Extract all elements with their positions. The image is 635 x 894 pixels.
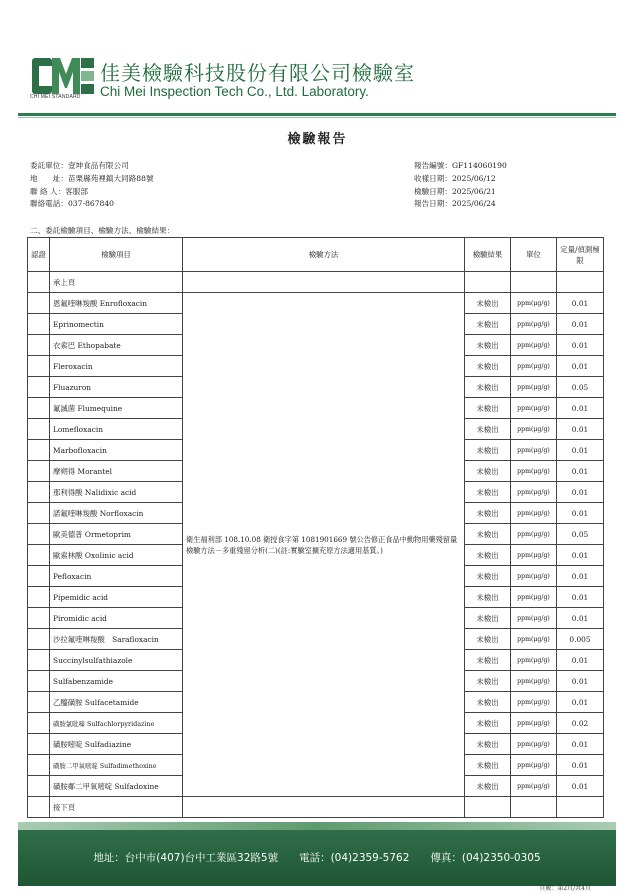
limit-value: 0.01 — [557, 734, 604, 755]
result-value: 未檢出 — [465, 671, 511, 692]
item-name: Succinylsulfathiazole — [50, 650, 183, 671]
limit-value: 0.01 — [557, 755, 604, 776]
item-name: 沙拉氟喹啉羧酸 Sarafloxacin — [50, 629, 183, 650]
unit-value: ppm(μg/g) — [511, 545, 557, 566]
empty-cell — [511, 797, 557, 818]
cert-cell — [28, 314, 50, 335]
limit-value: 0.01 — [557, 503, 604, 524]
report-info — [414, 160, 507, 211]
client-address: 地 址：苗栗縣苑裡鎮大同路88號 — [30, 173, 154, 183]
cert-cell — [28, 755, 50, 776]
limit-value: 0.01 — [557, 440, 604, 461]
header-divider — [18, 113, 616, 116]
cert-cell — [28, 356, 50, 377]
company-name-zh: 佳美檢驗科技股份有限公司檢驗室 — [100, 61, 415, 85]
item-name: Marbofloxacin — [50, 440, 183, 461]
header-divider-thin — [18, 117, 616, 118]
limit-value: 0.01 — [557, 461, 604, 482]
result-value: 未檢出 — [465, 776, 511, 797]
unit-value: ppm(μg/g) — [511, 314, 557, 335]
unit-value: ppm(μg/g) — [511, 713, 557, 734]
cert-cell — [28, 524, 50, 545]
report-date: 報告日期：2025/06/24 — [414, 199, 496, 209]
report-title: 檢驗報告 — [287, 132, 348, 147]
result-value: 未檢出 — [465, 692, 511, 713]
result-value: 未檢出 — [465, 356, 511, 377]
item-name: 乙醯磺胺 Sulfacetamide — [50, 692, 183, 713]
result-value: 未檢出 — [465, 482, 511, 503]
limit-value: 0.01 — [557, 776, 604, 797]
limit-value: 0.01 — [557, 587, 604, 608]
item-name: 磺胺二甲氧嘧啶 Sulfadimethoxine — [50, 755, 183, 776]
item-name: 磺胺鄰二甲氧嘧啶 Sulfadoxine — [50, 776, 183, 797]
cert-cell — [28, 692, 50, 713]
unit-value: ppm(μg/g) — [511, 419, 557, 440]
result-value: 未檢出 — [465, 524, 511, 545]
page-number: 頁數：第2頁/共4頁 — [539, 885, 591, 892]
cert-cell — [28, 671, 50, 692]
unit-value: ppm(μg/g) — [511, 524, 557, 545]
limit-value: 0.01 — [557, 356, 604, 377]
item-name: 衣索巴 Ethopabate — [50, 335, 183, 356]
result-value: 未檢出 — [465, 713, 511, 734]
header-cert: 認證 — [28, 238, 50, 272]
result-value: 未檢出 — [465, 440, 511, 461]
table-header-row — [28, 238, 604, 272]
cert-cell — [28, 650, 50, 671]
cert-cell — [28, 587, 50, 608]
unit-value: ppm(μg/g) — [511, 629, 557, 650]
result-value: 未檢出 — [465, 608, 511, 629]
result-value: 未檢出 — [465, 503, 511, 524]
limit-value: 0.01 — [557, 650, 604, 671]
cert-cell — [28, 566, 50, 587]
result-value: 未檢出 — [465, 734, 511, 755]
client-phone: 聯絡電話：037-867840 — [30, 199, 115, 209]
result-value: 未檢出 — [465, 629, 511, 650]
cert-cell — [28, 335, 50, 356]
method-text: 衛生福利部 108.10.08 衛授食字第 1081901669 號公告修正食品中動物用藥殘留量檢驗方法－多重殘留分析(二)(註:實驗室擴充原方法適用基質。) — [183, 293, 465, 797]
unit-value: ppm(μg/g) — [511, 755, 557, 776]
client-contact: 聯 絡 人：客服部 — [30, 186, 88, 196]
logo-subtitle: CHI MEI STANDARD — [30, 94, 81, 100]
unit-value: ppm(μg/g) — [511, 776, 557, 797]
unit-value: ppm(μg/g) — [511, 377, 557, 398]
unit-value: ppm(μg/g) — [511, 566, 557, 587]
header-item: 檢驗項目 — [50, 238, 183, 272]
limit-value: 0.01 — [557, 335, 604, 356]
header-result: 檢驗結果 — [465, 238, 511, 272]
limit-value: 0.05 — [557, 377, 604, 398]
item-name: Piromidic acid — [50, 608, 183, 629]
item-name: Fluazuron — [50, 377, 183, 398]
item-name: Lomefloxacin — [50, 419, 183, 440]
received-date: 收樣日期：2025/06/12 — [414, 173, 496, 183]
table-row — [28, 293, 604, 314]
result-value: 未檢出 — [465, 755, 511, 776]
cert-cell — [28, 440, 50, 461]
cert-cell — [28, 734, 50, 755]
cert-cell — [28, 629, 50, 650]
cert-cell — [28, 398, 50, 419]
empty-cell — [557, 797, 604, 818]
limit-value: 0.005 — [557, 629, 604, 650]
unit-value: ppm(μg/g) — [511, 503, 557, 524]
item-name: Pipemidic acid — [50, 587, 183, 608]
unit-value: ppm(μg/g) — [511, 461, 557, 482]
unit-value: ppm(μg/g) — [511, 671, 557, 692]
test-date: 檢驗日期：2025/06/21 — [414, 186, 496, 196]
cert-cell — [28, 713, 50, 734]
continued-top-label: 承上頁 — [50, 272, 183, 293]
empty-cell — [28, 797, 50, 818]
limit-value: 0.01 — [557, 314, 604, 335]
limit-value: 0.05 — [557, 524, 604, 545]
continued-bottom-label: 接下頁 — [50, 797, 183, 818]
header-limit: 定量/偵測極限 — [557, 238, 604, 272]
unit-value: ppm(μg/g) — [511, 608, 557, 629]
result-value: 未檢出 — [465, 566, 511, 587]
limit-value: 0.01 — [557, 566, 604, 587]
item-name: 歐美德普 Ormetoprim — [50, 524, 183, 545]
header-method: 檢驗方法 — [183, 238, 465, 272]
result-value: 未檢出 — [465, 398, 511, 419]
item-name: 恩氟喹啉羧酸 Enrofloxacin — [50, 293, 183, 314]
unit-value: ppm(μg/g) — [511, 587, 557, 608]
empty-cell — [183, 797, 465, 818]
unit-value: ppm(μg/g) — [511, 398, 557, 419]
header-unit: 單位 — [511, 238, 557, 272]
company-name-en: Chi Mei Inspection Tech Co., Ltd. Laboratory. — [100, 84, 369, 99]
section-title: 二、委託檢驗項目、檢驗方法、檢驗結果： — [30, 226, 175, 235]
cert-cell — [28, 419, 50, 440]
unit-value: ppm(μg/g) — [511, 440, 557, 461]
limit-value: 0.01 — [557, 671, 604, 692]
item-name: 那利得酸 Nalidixic acid — [50, 482, 183, 503]
unit-value: ppm(μg/g) — [511, 293, 557, 314]
cert-cell — [28, 293, 50, 314]
limit-value: 0.01 — [557, 482, 604, 503]
limit-value: 0.01 — [557, 608, 604, 629]
item-name: 氟滅菌 Flumequine — [50, 398, 183, 419]
item-name: 諾氟喹啉羧酸 Norfloxacin — [50, 503, 183, 524]
item-name: Pefloxacin — [50, 566, 183, 587]
continued-bottom-row — [28, 797, 604, 818]
empty-cell — [465, 797, 511, 818]
result-value: 未檢出 — [465, 314, 511, 335]
cert-cell — [28, 608, 50, 629]
result-value: 未檢出 — [465, 461, 511, 482]
result-value: 未檢出 — [465, 650, 511, 671]
item-name: Fleroxacin — [50, 356, 183, 377]
result-value: 未檢出 — [465, 419, 511, 440]
unit-value: ppm(μg/g) — [511, 356, 557, 377]
result-value: 未檢出 — [465, 293, 511, 314]
unit-value: ppm(μg/g) — [511, 734, 557, 755]
unit-value: ppm(μg/g) — [511, 482, 557, 503]
unit-value: ppm(μg/g) — [511, 650, 557, 671]
report-number: 報告編號：GF114060190 — [414, 161, 507, 170]
limit-value: 0.01 — [557, 398, 604, 419]
results-table — [27, 237, 604, 818]
item-name: 摩朔得 Morantel — [50, 461, 183, 482]
client-unit: 委託單位：壹坤食品有限公司 — [30, 161, 129, 170]
footer-contact: 地址：台中市(407)台中工業區32路5號 電話：(04)2359-5762 傳真：(04)2350-0305 — [93, 852, 541, 864]
item-name: 磺胺氯吡嗪 Sulfachlorpyridazine — [50, 713, 183, 734]
company-logo — [32, 56, 94, 96]
result-value: 未檢出 — [465, 377, 511, 398]
limit-value: 0.02 — [557, 713, 604, 734]
unit-value: ppm(μg/g) — [511, 692, 557, 713]
item-name: Eprinomectin — [50, 314, 183, 335]
item-name: 磺胺嘧啶 Sulfadiazine — [50, 734, 183, 755]
cert-cell — [28, 461, 50, 482]
limit-value: 0.01 — [557, 545, 604, 566]
result-value: 未檢出 — [465, 545, 511, 566]
limit-value: 0.01 — [557, 419, 604, 440]
item-name: Sulfabenzamide — [50, 671, 183, 692]
client-info — [30, 160, 154, 211]
cert-cell — [28, 545, 50, 566]
cert-cell — [28, 776, 50, 797]
limit-value: 0.01 — [557, 692, 604, 713]
result-value: 未檢出 — [465, 335, 511, 356]
continued-top-row — [28, 272, 604, 293]
limit-value: 0.01 — [557, 293, 604, 314]
unit-value: ppm(μg/g) — [511, 335, 557, 356]
result-value: 未檢出 — [465, 587, 511, 608]
item-name: 歐索林酸 Oxolinic acid — [50, 545, 183, 566]
cert-cell — [28, 482, 50, 503]
cert-cell — [28, 503, 50, 524]
cert-cell — [28, 377, 50, 398]
